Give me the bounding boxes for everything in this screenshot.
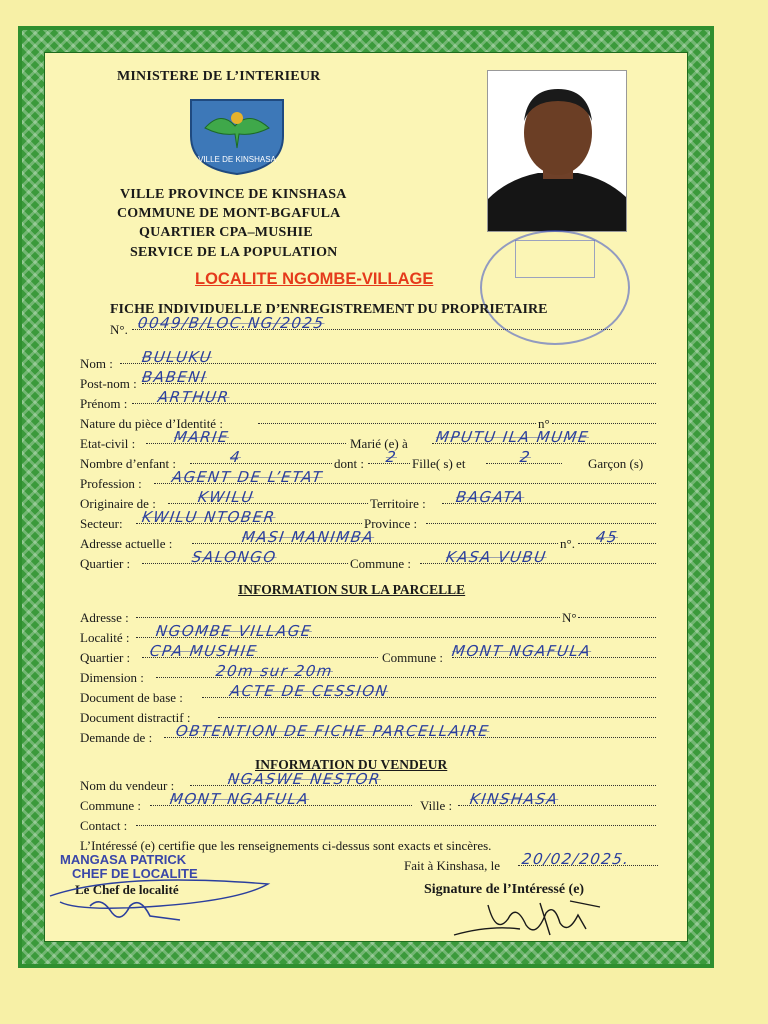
header-line-4: SERVICE DE LA POPULATION [130,245,338,260]
value-parcelle-commune: MONT NGAFULA [450,642,593,660]
row-postnom: Post-nom : BABENI [80,376,660,394]
row-vendeur-commune: Commune : MONT NGAFULA Ville : KINSHASA [80,798,660,816]
value-enfants: 4 [228,448,243,466]
row-contact: Contact : [80,818,660,836]
value-profession: AGENT DE L’ETAT [170,468,325,486]
value-territoire: BAGATA [454,488,526,506]
row-parcelle-quartier: Quartier : CPA MUSHIE Commune : MONT NGAFULA [80,650,660,668]
header-line-1: VILLE PROVINCE DE KINSHASA [120,187,347,202]
stamp-emblem [515,240,595,278]
owner-photo [487,70,627,232]
value-conjoint: MPUTU ILA MUME [434,428,591,446]
logo-text: VILLE DE KINSHASA [198,155,276,164]
row-nom-vendeur: Nom du vendeur : NGASWE NESTOR [80,778,660,796]
value-originaire: KWILU [196,488,256,506]
row-nom: Nom : BULUKU [80,356,660,374]
fiche-number: 0049/B/LOC.NG/2025 [136,314,326,332]
row-doc-distractif: Document distractif : [80,710,660,728]
header-line-3: QUARTIER CPA–MUSHIE [139,225,313,240]
row-adresse: Adresse : N° [80,610,660,628]
row-dimension: Dimension : 20m sur 20m [80,670,660,688]
value-prenom: ARTHUR [156,388,231,406]
value-nom: BULUKU [140,348,214,366]
value-adresse-no: 45 [594,528,620,546]
row-nature-piece: Nature du pièce d’Identité : n° [80,416,660,434]
value-demande: OBTENTION DE FICHE PARCELLAIRE [174,722,491,740]
value-doc-base: ACTE DE CESSION [228,682,390,700]
row-etat-civil: Etat-civil : MARIE Marié (e) à MPUTU ILA MUME [80,436,660,454]
row-localite: Localité : NGOMBE VILLAGE [80,630,660,648]
section-parcelle: INFORMATION SUR LA PARCELLE [238,582,466,597]
value-quartier: SALONGO [190,548,278,566]
row-quartier: Quartier : SALONGO Commune : KASA VUBU [80,556,660,574]
certification-text: L’Intéressé (e) certifie que les renseignements ci-dessus sont exacts et sincères. [80,838,492,853]
row-enfants: Nombre d’enfant : 4 dont : 2 Fille( s) et 2 Garçon (s) [80,448,644,471]
value-commune: KASA VUBU [444,548,548,566]
fiche-title: FICHE INDIVIDUELLE D’ENREGISTREMENT DU PROPRIETAIRE [110,302,548,317]
ministry-title: MINISTERE DE L’INTERIEUR [117,69,321,84]
value-vendeur-commune: MONT NGAFULA [168,790,311,808]
row-secteur: Secteur: KWILU NTOBER Province : [80,516,660,534]
fait-a-label: Fait à Kinshasa, le [404,858,501,873]
signature-label: Signature de l’Intéressé (e) [424,882,585,897]
value-adresse-actuelle: MASI MANIMBA [240,528,376,546]
row-doc-base: Document de base : ACTE DE CESSION [80,690,660,708]
date-row [518,850,668,876]
localite-title: LOCALITE NGOMBE-VILLAGE [195,270,434,288]
value-garcons: 2 [518,448,533,466]
value-parcelle-quartier: CPA MUSHIE [148,642,259,660]
value-postnom: BABENI [140,368,209,386]
value-vendeur-ville: KINSHASA [468,790,560,808]
row-originaire: Originaire de : KWILU Territoire : BAGATA [80,496,660,514]
fiche-number-row: N°. 0049/B/LOC.NG/2025 [110,322,690,340]
value-localite: NGOMBE VILLAGE [154,622,314,640]
row-profession: Profession : AGENT DE L’ETAT [80,476,660,494]
chief-stamp: MANGASA PATRICK CHEF DE LOCALITE [60,852,198,881]
value-nom-vendeur: NGASWE NESTOR [226,770,383,788]
chef-localite-label: Le Chef de localité [75,882,179,897]
row-prenom: Prénom : ARTHUR [80,396,660,414]
row-demande: Demande de : OBTENTION DE FICHE PARCELLAIRE [80,730,660,748]
chief-signature [40,866,280,936]
section-vendeur: INFORMATION DU VENDEUR [255,757,448,772]
kinshasa-logo [187,96,287,176]
value-filles: 2 [384,448,399,466]
owner-signature [450,895,620,945]
value-etat-civil: MARIE [172,428,231,446]
value-secteur: KWILU NTOBER [140,508,277,526]
row-adresse-actuelle: Adresse actuelle : MASI MANIMBA n°. 45 [80,536,660,554]
header-line-2: COMMUNE DE MONT-BGAFULA [117,206,341,221]
value-date: 20/02/2025. [520,850,631,868]
value-dimension: 20m sur 20m [214,662,335,680]
